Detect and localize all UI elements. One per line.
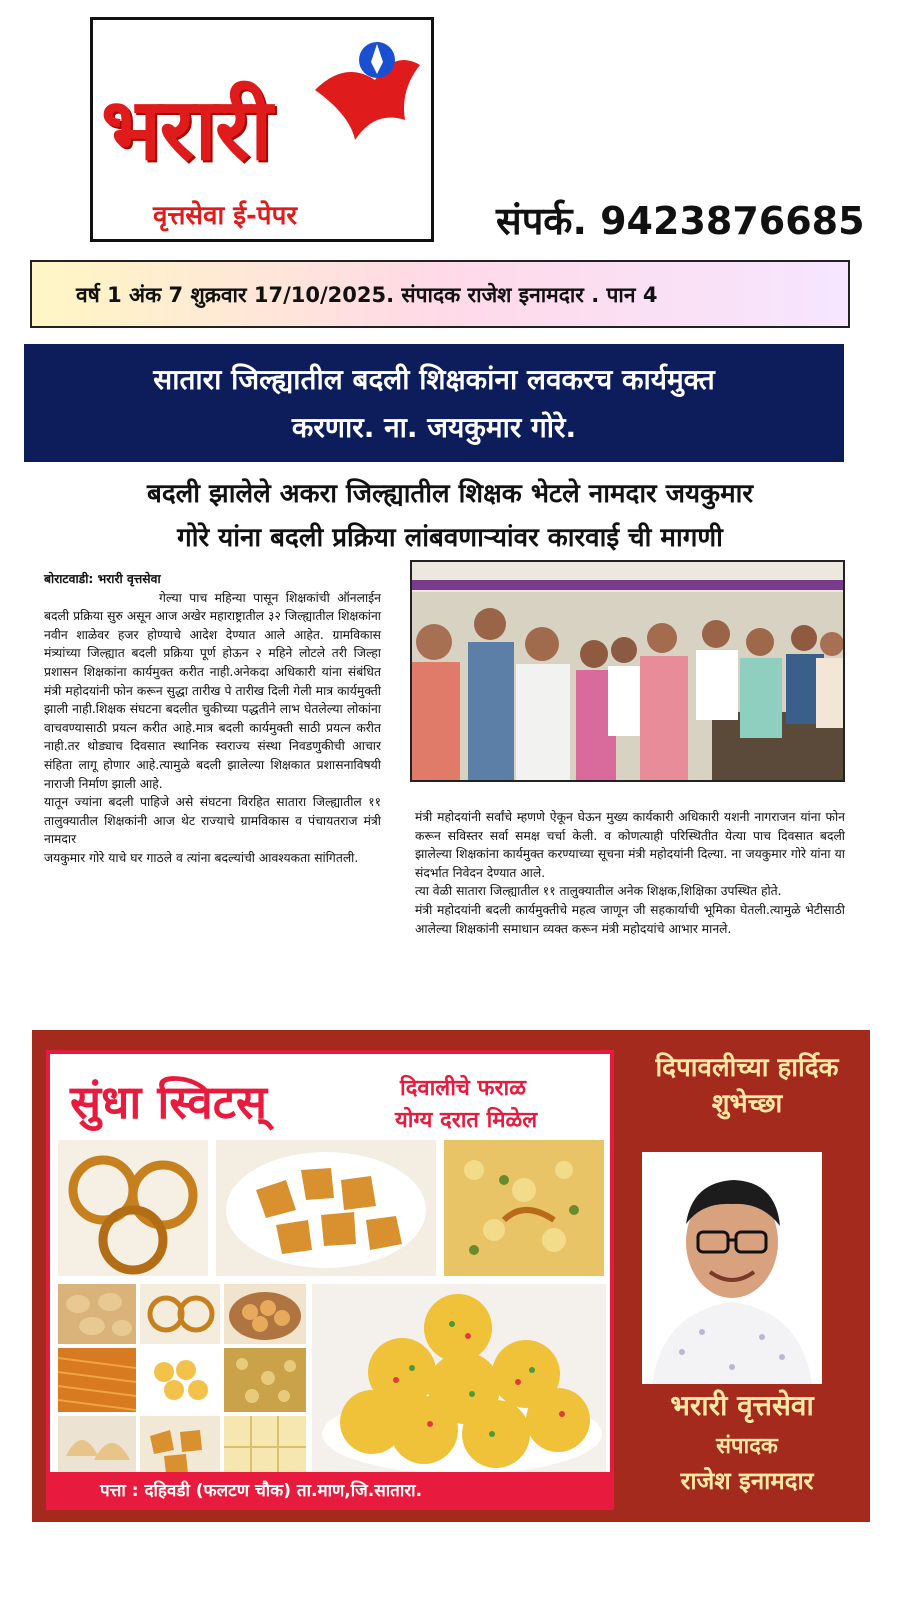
ad-brand-name: सुंधा स्विटस्: [70, 1075, 267, 1129]
article-paragraph: गेल्या पाच महिन्या पासून शिक्षकांची ऑनलाईन बदली प्रक्रिया सुरु असून आज अखेर महाराष्ट्रातील ३२ जिल्ह्यातील शिक्षकांना नवीन शाळेवर हजर होण्याचे आदेश देण्यात आले आहेत. ग्रामविकास मंत्र्यांच्या जिल्ह्यात बदली प्रक्रिया पूर्ण होऊन २ महिने लोटले तरी जिल्हा प्रशासन शिक्षकांना कार्यमुक्त करीत नाही.अनेकदा अधिकारी यांना संबंधित मंत्री महोदयांनी फोन करून सुद्धा तारीख पे तारीख दिली गेली मात्र कार्यमुक्ती झाली नाही.शिक्षक संघटना बदलीत चुकीच्या पद्धतीने लाभ घेतलेल्या लोकांना वाचवण्यासाठी प्रयत्न करीत आहे.मात्र बदली कार्यमुक्ती साठी प्रयत्न करीत नाही.तर थोड्याच दिवसात स्थानिक स्वराज्य संस्था निवडणुकीची आचार संहिता लागू होणार आहे.त्यामुळे बदली झालेल्या शिक्षकात प्रशासनाविषयी नाराजी निर्माण झाली आहे.: [44, 590, 381, 791]
laddu-small-image: [224, 1284, 306, 1344]
article-left-column: [44, 570, 381, 868]
ad-address: पत्ता : दहिवडी (फलटण चौक) ता.माण,जि.सातारा.: [100, 1481, 423, 1501]
logo-title: भरारी: [101, 80, 271, 180]
subheadline-line-1: बदली झालेले अकरा जिल्ह्यातील शिक्षक भेटले नामदार जयकुमार: [146, 479, 753, 509]
editor-portrait: [642, 1152, 822, 1384]
besan-laddu-image: [312, 1284, 606, 1478]
laddu-plate-image: [140, 1348, 220, 1412]
bird-pen-logo-icon: [305, 30, 425, 160]
news-photo: [410, 560, 845, 782]
main-headline: [24, 344, 844, 462]
logo-subtitle: वृत्तसेवा ई-पेपर: [153, 201, 297, 231]
masthead-logo: [90, 17, 434, 242]
diwali-greeting: दिपावलीच्या हार्दिक शुभेच्छा: [655, 1053, 839, 1119]
group-photo-image: [412, 562, 845, 782]
karanji-small-image: [58, 1284, 136, 1344]
chakli-small-image: [140, 1284, 220, 1344]
ad-tagline-2: योग्य दरात मिळेल: [395, 1108, 538, 1133]
chivda-image: [444, 1140, 604, 1276]
article-dateline: बोराटवाडी: भरारी वृत्तसेवा: [44, 572, 161, 586]
issue-info: वर्ष 1 अंक 7 शुक्रवार 17/10/2025. संपादक राजेश इनामदार . पान 4: [76, 283, 658, 307]
mixture-image: [224, 1348, 306, 1412]
barfi-image: [224, 1416, 306, 1478]
article-paragraph: यातून ज्यांना बदली पाहिजे असे संघटना विरहित सातारा जिल्ह्यातील ११ तालुक्यातील शिक्षकांनी आज थेट राज्याचे ग्रामविकास व पंचायतराज मंत्री नामदार: [44, 795, 381, 847]
shankarpali-image: [216, 1140, 436, 1276]
diwali-advertisement: [32, 1030, 870, 1522]
contact-number: संपर्क. 9423876685: [496, 199, 865, 243]
editor-role: संपादक: [716, 1434, 778, 1459]
publisher-name: भरारी वृत्तसेवा: [670, 1389, 814, 1422]
editor-name: राजेश इनामदार: [680, 1467, 814, 1495]
article-paragraph: जयकुमार गोरे याचे घर गाठले व त्यांना बदल्यांची आवश्यकता सांगितली.: [44, 850, 359, 865]
sub-headline: [20, 472, 880, 560]
article-right-column: [415, 808, 845, 938]
sev-image: [58, 1348, 136, 1412]
article-paragraph: मंत्री महोदयांनी बदली कार्यमुक्तीचे महत्व जाणून जी सहकार्याची भूमिका घेतली.त्यामुळे भेटीसाठी आलेल्या शिक्षकांनी समाधान व्यक्त करून मंत्री महोदयांचे आभार मानले.: [415, 902, 845, 936]
chakli-image: [58, 1140, 208, 1276]
issue-bar: [30, 260, 850, 328]
ad-tagline-1: दिवालीचे फराळ: [400, 1076, 526, 1101]
ad-address-bar: [50, 1472, 610, 1506]
karanji-image: [58, 1416, 136, 1478]
article-paragraph: मंत्री महोदयांनी सर्वांचे म्हणणे ऐकून घेऊन मुख्य कार्यकारी अधिकारी यशनी नागराजन यांना फोन करून सविस्तर सर्वा समक्ष चर्चा केली. व कोणत्याही परिस्थितीत येत्या पाच दिवसात बदली झालेल्या शिक्षकांना कार्यमुक्त करण्याच्या सूचना मंत्री महोदयांनी दिल्या. ना जयकुमार गोरे यांना या संदर्भात निवेदन देण्यात आले.: [415, 810, 845, 880]
headline-line-2: करणार. ना. जयकुमार गोरे.: [291, 411, 577, 444]
headline-line-1: सातारा जिल्ह्यातील बदली शिक्षकांना लवकरच कार्यमुक्त: [153, 363, 715, 396]
sweets-ad-panel: [46, 1050, 614, 1510]
shankarpali-small-image: [140, 1416, 220, 1478]
subheadline-line-2: गोरे यांना बदली प्रक्रिया लांबवणाऱ्यांवर कारवाई ची मागणी: [177, 523, 723, 553]
article-paragraph: त्या वेळी सातारा जिल्ह्यातील ११ तालुक्यातील अनेक शिक्षक,शिक्षिका उपस्थित होते.: [415, 884, 782, 899]
